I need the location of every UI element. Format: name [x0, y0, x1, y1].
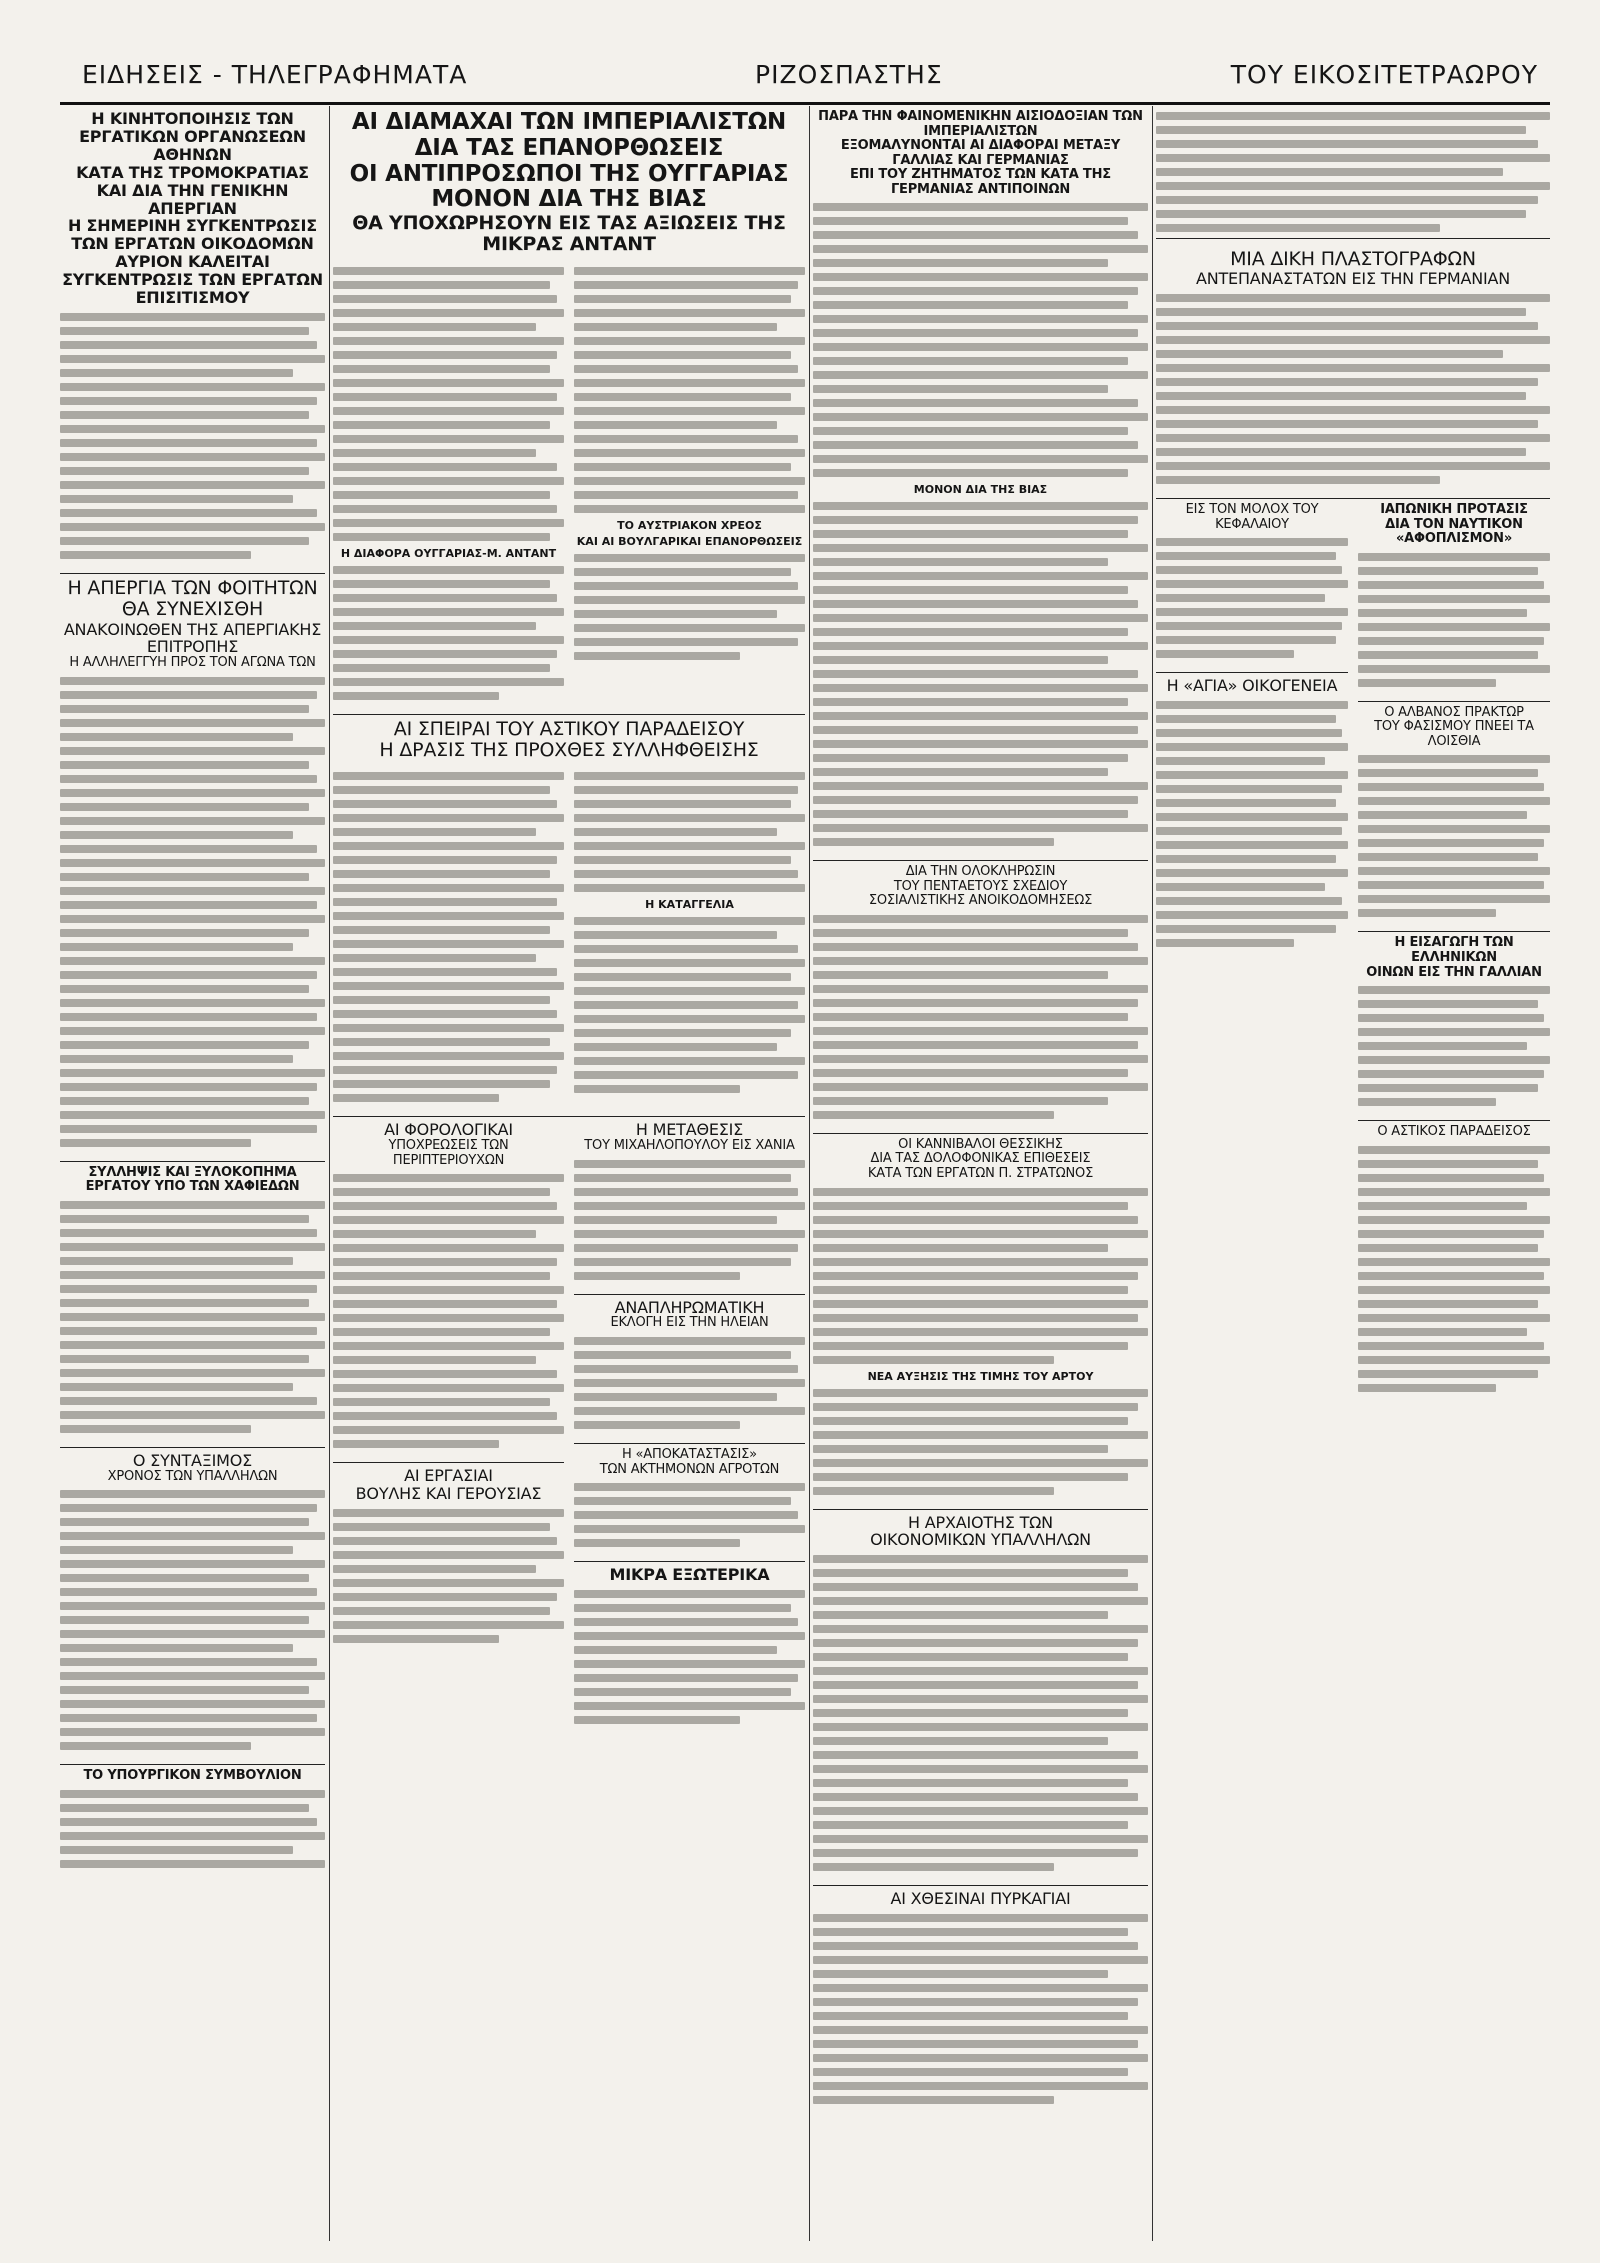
headline: ΑΙ ΦΟΡΟΛΟΓΙΚΑΙ	[384, 1120, 513, 1140]
headline: ΑΝΑΚΟΙΝΩΘΕΝ ΤΗΣ ΑΠΕΡΓΙΑΚΗΣ ΕΠΙΤΡΟΠΗΣ	[63, 619, 322, 657]
headline: ΤΟ ΥΠΟΥΡΓΙΚΟΝ ΣΥΜΒΟΥΛΙΟΝ	[83, 1768, 302, 1784]
article-text	[333, 261, 805, 706]
article-pension	[60, 1448, 325, 1765]
article-capital	[1156, 499, 1348, 673]
headline: ΑΙ ΧΘΕΣΙΝΑΙ ΠΥΡΚΑΓΙΑΙ	[890, 1889, 1071, 1909]
article-foreign-briefs	[574, 1562, 805, 1738]
col4-split	[1156, 499, 1550, 1405]
headline: ΔΙΑ ΤΗΝ ΟΛΟΚΛΗΡΩΣΙΝ	[905, 864, 1056, 880]
article-text	[333, 1509, 564, 1643]
subheading: ΜΟΝΟΝ ΔΙΑ ΤΗΣ ΒΙΑΣ	[913, 483, 1048, 497]
article-text	[333, 766, 805, 1108]
article-fires	[813, 1886, 1148, 2118]
headline: Ο ΣΥΝΤΑΞΙΜΟΣ	[132, 1450, 253, 1470]
article-farmers	[574, 1444, 805, 1562]
article-text	[574, 1160, 805, 1280]
headline: ΕΞΟΜΑΛΥΝΟΝΤΑΙ ΑΙ ΔΙΑΦΟΡΑΙ ΜΕΤΑΞΥ ΓΑΛΛΙΑΣ ΚΑΙ ΓΕΡΜΑΝΙΑΣ	[840, 138, 1121, 168]
headline: ΕΠΙ ΤΟΥ ΖΗΤΗΜΑΤΟΣ ΤΩΝ ΚΑΤΑ ΤΗΣ ΓΕΡΜΑΝΙΑΣ ΑΝΤΙΠΟΙΝΩΝ	[850, 167, 1111, 197]
headline: ΘΑ ΥΠΟΧΩΡΗΣΟΥΝ ΕΙΣ ΤΑΣ ΑΞΙΩΣΕΙΣ ΤΗΣ ΜΙΚΡΑΣ ΑΝΤΑΝΤ	[352, 212, 786, 256]
article-imperialist-disputes	[333, 106, 805, 715]
article-parliament	[333, 1463, 564, 1657]
article-arrest	[60, 1162, 325, 1448]
headline: ΔΙΑ ΤΑΣ ΔΟΛΟΦΟΝΙΚΑΣ ΕΠΙΘΕΣΕΙΣ	[870, 1151, 1091, 1167]
column-3	[813, 106, 1148, 2241]
article-text	[60, 677, 325, 1147]
column-divider	[1152, 106, 1153, 2241]
headline: ΚΑΤΑ ΤΩΝ ΕΡΓΑΤΩΝ Π. ΣΤΡΑΤΩΝΟΣ	[867, 1166, 1094, 1182]
section-subtitle: ΤΟΥ ΕΙΚΟΣΙΤΕΤΡΑΩΡΟΥ	[1230, 60, 1538, 89]
headline: ΧΡΟΝΟΣ ΤΩΝ ΥΠΑΛΛΗΛΩΝ	[107, 1468, 278, 1484]
newspaper-name: ΡΙΖΟΣΠΑΣΤΗΣ	[755, 60, 943, 89]
article-greek-wines	[1358, 932, 1550, 1121]
article-text	[813, 203, 1148, 846]
article-text	[60, 1201, 325, 1433]
headline: Η ΣΗΜΕΡΙΝΗ ΣΥΓΚΕΝΤΡΩΣΙΣ ΤΩΝ ΕΡΓΑΤΩΝ ΟΙΚΟΔΟΜΩΝ	[67, 216, 318, 254]
article-bourgeois-paradise	[1358, 1121, 1550, 1406]
article-text	[813, 1555, 1148, 1871]
headline: Η ΑΡΧΑΙΟΤΗΣ ΤΩΝ	[908, 1512, 1053, 1532]
subheading: ΤΟ ΑΥΣΤΡΙΑΚΟΝ ΧΡΕΟΣ	[617, 518, 762, 532]
headline: ΟΙΝΩΝ ΕΙΣ ΤΗΝ ΓΑΛΛΙΑΝ	[1366, 964, 1542, 980]
headline: ΟΙΚΟΝΟΜΙΚΩΝ ΥΠΑΛΛΗΛΩΝ	[870, 1530, 1091, 1550]
headline: ΑΥΡΙΟΝ ΚΑΛΕΙΤΑΙ ΣΥΓΚΕΝΤΡΩΣΙΣ ΤΩΝ ΕΡΓΑΤΩΝ ΕΠΙΣΙΤΙΣΜΟΥ	[62, 252, 323, 308]
article-text	[1156, 701, 1348, 947]
column-4	[1156, 106, 1550, 2241]
article-text	[60, 313, 325, 559]
article-text	[574, 1483, 805, 1547]
article-thessaly	[813, 1134, 1148, 1510]
article-text	[1358, 553, 1550, 687]
headline: ΑΝΤΕΠΑΝΑΣΤΑΤΩΝ ΕΙΣ ΤΗΝ ΓΕΡΜΑΝΙΑΝ	[1195, 269, 1511, 289]
article-text	[1156, 294, 1550, 484]
masthead	[60, 60, 1550, 105]
headline: Ο ΑΛΒΑΝΟΣ ΠΡΑΚΤΩΡ	[1384, 704, 1524, 720]
headline: Η ΚΙΝΗΤΟΠΟΙΗΣΙΣ ΤΩΝ ΕΡΓΑΤΙΚΩΝ ΟΡΓΑΝΩΣΕΩΝ ΑΘΗΝΩΝ	[79, 109, 306, 164]
headline: ΕΡΓΑΤΟΥ ΥΠΟ ΤΩΝ ΧΑΦΙΕΔΩΝ	[85, 1179, 300, 1195]
article-transfer	[574, 1117, 805, 1294]
article-text	[813, 1914, 1148, 2104]
article-workers-mobilization	[60, 106, 325, 574]
lower-section	[333, 1117, 805, 1738]
headline: Η ΑΛΛΗΛΕΓΓΥΗ ΠΡΟΣ ΤΟΝ ΑΓΩΝΑ ΤΩΝ	[69, 655, 316, 671]
article-text	[813, 1188, 1148, 1495]
subheading: Η ΚΑΤΑΓΓΕΛΙΑ	[645, 898, 734, 912]
headline: ΟΙ ΚΑΝΝΙΒΑΛΟΙ ΘΕΣΣΙΚΗΣ	[898, 1136, 1063, 1152]
headline: ΥΠΟΧΡΕΩΣΕΙΣ ΤΩΝ ΠΕΡΙΠΤΕΡΙΟΥΧΩΝ	[388, 1137, 509, 1168]
article-text	[1156, 112, 1550, 232]
headline: ΣΥΛΛΗΨΙΣ ΚΑΙ ΞΥΛΟΚΟΠΗΜΑ	[88, 1164, 297, 1180]
headline: ΜΙΑ ΔΙΚΗ ΠΛΑΣΤΟΓΡΑΦΩΝ	[1230, 248, 1476, 270]
subheading: Η ΔΙΑΦΟΡΑ ΟΥΓΓΑΡΙΑΣ-Μ. ΑΝΤΑΝΤ	[340, 546, 557, 560]
article-text	[1358, 986, 1550, 1106]
article-urban-paradise	[333, 715, 805, 1118]
headline: ΒΟΥΛΗΣ ΚΑΙ ΓΕΡΟΥΣΙΑΣ	[355, 1483, 542, 1503]
article-france-germany	[813, 106, 1148, 861]
headline: Η ΜΕΤΑΘΕΣΙΣ	[635, 1120, 744, 1140]
headline: Η «ΑΠΟΚΑΤΑΣΤΑΣΙΣ»	[622, 1446, 757, 1462]
article-holy-family	[1156, 673, 1348, 961]
headline: ΑΝΑΠΛΗΡΩΜΑΤΙΚΗ	[614, 1297, 765, 1317]
headline: Η ΕΙΣΑΓΩΓΗ ΤΩΝ ΕΛΛΗΝΙΚΩΝ	[1394, 935, 1514, 965]
divider	[1156, 238, 1550, 239]
headline: ΤΟΥ ΜΙΧΑΗΛΟΠΟΥΛΟΥ ΕΙΣ ΧΑΝΙΑ	[584, 1137, 795, 1153]
article-text	[1358, 755, 1550, 917]
headline: ΜΙΚΡΑ ΕΞΩΤΕΡΙΚΑ	[609, 1565, 770, 1585]
article-text	[60, 1790, 325, 1868]
headline: ΣΟΣΙΑΛΙΣΤΙΚΗΣ ΑΝΟΙΚΟΔΟΜΗΣΕΩΣ	[868, 893, 1093, 909]
article-students-strike	[60, 574, 325, 1162]
headline: ΚΑΤΑ ΤΗΣ ΤΡΟΜΟΚΡΑΤΙΑΣ ΚΑΙ ΔΙΑ ΤΗΝ ΓΕΝΙΚΗΝ ΑΠΕΡΓΙΑΝ	[76, 162, 309, 218]
headline: Η ΔΡΑΣΙΣ ΤΗΣ ΠΡΟΧΘΕΣ ΣΥΛΛΗΦΘΕΙΣΗΣ	[379, 738, 759, 761]
article-forgers-trial	[1156, 245, 1550, 499]
headline: ΙΑΠΩΝΙΚΗ ΠΡΟΤΑΣΙΣ	[1380, 502, 1528, 518]
column-divider	[329, 106, 330, 2241]
article-kiosk-taxes	[333, 1117, 564, 1463]
article-text	[333, 1174, 564, 1448]
headline: Η «ΑΓΙΑ» ΟΙΚΟΓΕΝΕΙΑ	[1166, 676, 1338, 696]
article-text	[60, 1490, 325, 1750]
headline: Η ΑΠΕΡΓΙΑ ΤΩΝ ΦΟΙΤΗΤΩΝ ΘΑ ΣΥΝΕΧΙΣΘΗ	[67, 576, 318, 621]
column-1	[60, 106, 325, 2241]
article-seniority	[813, 1510, 1148, 1887]
headline: ΟΙ ΑΝΤΙΠΡΟΣΩΠΟΙ ΤΗΣ ΟΥΓΓΑΡΙΑΣ ΜΟΝΟΝ ΔΙΑ ΤΗΣ ΒΙΑΣ	[349, 160, 789, 213]
headline: ΕΙΣ ΤΟΝ ΜΟΛΟΧ ΤΟΥ ΚΕΦΑΛΑΙΟΥ	[1185, 502, 1319, 532]
column-2	[333, 106, 805, 2241]
headline: ΤΟΥ ΠΕΝΤΑΕΤΟΥΣ ΣΧΕΔΙΟΥ	[893, 878, 1068, 894]
article-text	[574, 1337, 805, 1429]
article-five-year-plan	[813, 861, 1148, 1134]
article-albanian-agent	[1358, 702, 1550, 933]
headline: ΔΙΑ ΤΟΝ ΝΑΥΤΙΚΟΝ «ΑΦΟΠΛΙΣΜΟΝ»	[1385, 516, 1523, 547]
subheading: ΝΕΑ ΑΥΞΗΣΙΣ ΤΗΣ ΤΙΜΗΣ ΤΟΥ ΑΡΤΟΥ	[867, 1369, 1094, 1383]
article-text	[1358, 1146, 1550, 1392]
headline: ΑΙ ΔΙΑΜΑΧΑΙ ΤΩΝ ΙΜΠΕΡΙΑΛΙΣΤΩΝ ΔΙΑ ΤΑΣ ΕΠΑΝΟΡΘΩΣΕΙΣ	[351, 109, 787, 161]
headline: ΑΙ ΣΠΕΙΡΑΙ ΤΟΥ ΑΣΤΙΚΟΥ ΠΑΡΑΔΕΙΣΟΥ	[393, 717, 745, 740]
column-divider	[809, 106, 810, 2241]
article-text	[1156, 538, 1348, 658]
section-title: ΕΙΔΗΣΕΙΣ - ΤΗΛΕΓΡΑΦΗΜΑΤΑ	[82, 60, 468, 89]
headline: ΕΚΛΟΓΗ ΕΙΣ ΤΗΝ ΗΛΕΙΑΝ	[610, 1315, 769, 1331]
article-text	[813, 915, 1148, 1119]
article-text	[574, 1590, 805, 1724]
headline: ΤΟΥ ΦΑΣΙΣΜΟΥ ΠΝΕΕΙ ΤΑ ΛΟΙΣΘΙΑ	[1374, 719, 1534, 749]
headline: ΤΩΝ ΑΚΤΗΜΟΝΩΝ ΑΓΡΟΤΩΝ	[599, 1461, 780, 1477]
article-cabinet	[60, 1765, 325, 1882]
article-japanese-proposal	[1358, 499, 1550, 702]
headline: ΠΑΡΑ ΤΗΝ ΦΑΙΝΟΜΕΝΙΚΗΝ ΑΙΣΙΟΔΟΞΙΑΝ ΤΩΝ ΙΜΠΕΡΙΑΛΙΣΤΩΝ	[818, 109, 1143, 139]
headline: Ο ΑΣΤΙΚΟΣ ΠΑΡΑΔΕΙΣΟΣ	[1377, 1124, 1531, 1140]
subheading: ΚΑΙ ΑΙ ΒΟΥΛΓΑΡΙΚΑΙ ΕΠΑΝΟΡΘΩΣΕΙΣ	[576, 534, 803, 548]
article-election	[574, 1295, 805, 1444]
headline: ΑΙ ΕΡΓΑΣΙΑΙ	[404, 1466, 493, 1486]
